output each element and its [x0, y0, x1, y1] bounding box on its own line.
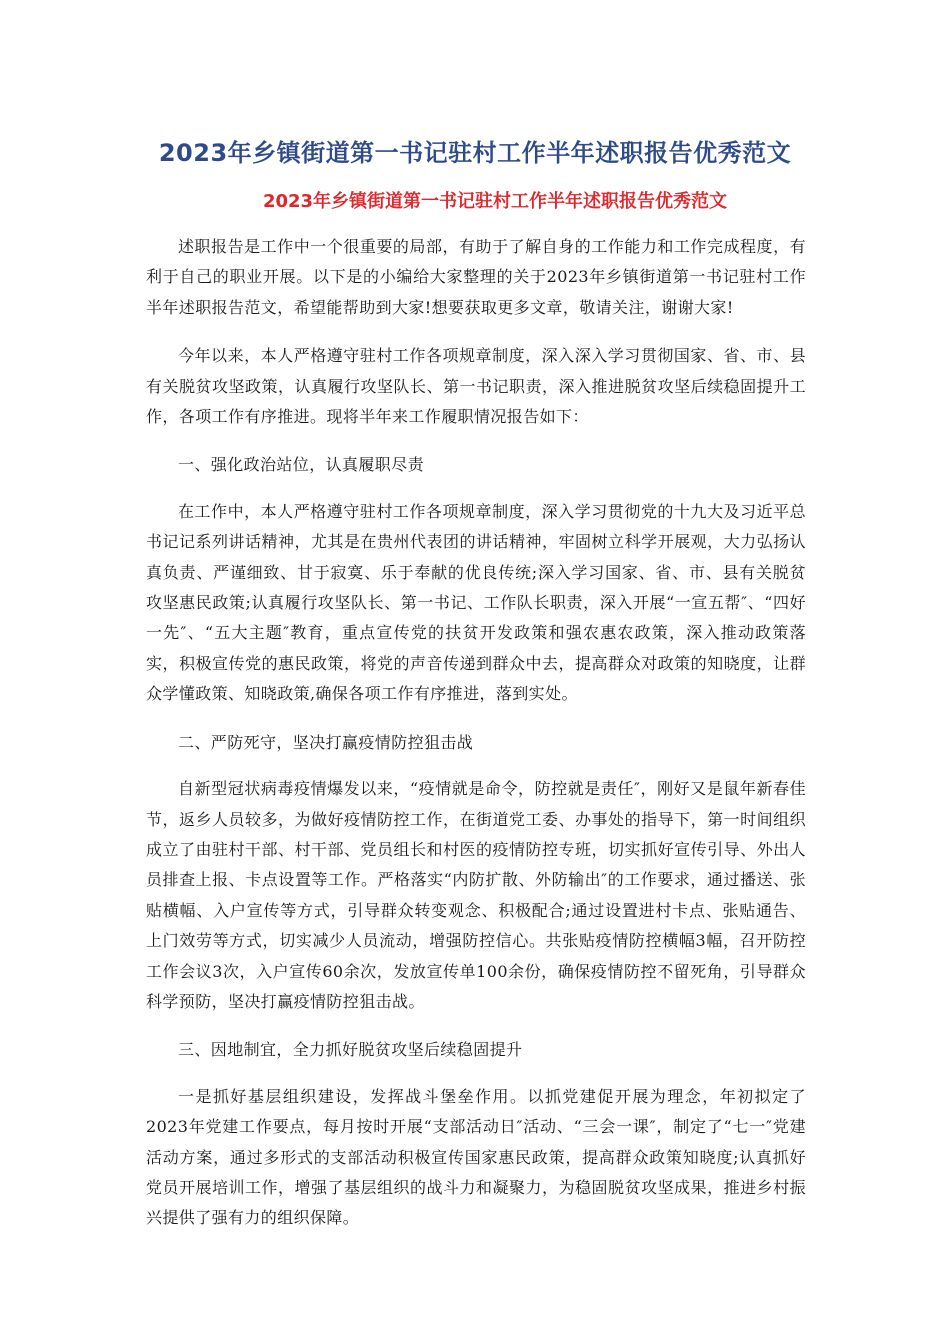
- section-heading-3: 三、因地制宜，全力抓好脱贫攻坚后续稳固提升: [178, 1040, 523, 1060]
- paragraph-overview: 今年以来，本人严格遵守驻村工作各项规章制度，深入深入学习贯彻国家、省、市、县有关脱贫攻坚政策，认真履行攻坚队长、第一书记职责，深入推进脱贫攻坚后续稳固提升工作，各项工作有序推进。现将半年来工作履职情况报告如下：: [146, 346, 806, 427]
- document-body: [146, 232, 806, 1252]
- document-title: 2023年乡镇街道第一书记驻村工作半年述职报告优秀范文: [158, 139, 792, 167]
- section-heading-2: 二、严防死守，坚决打赢疫情防控狙击战: [178, 732, 474, 752]
- paragraph-section-3: 一是抓好基层组织建设，发挥战斗堡垒作用。以抓党建促开展为理念，年初拟定了2023年党建工作要点，每月按时开展“支部活动日″活动、“三会一课″，制定了“七一″党建活动方案，通过多形式的支部活动积极宣传国家惠民政策，提高群众政策知晓度;认真抓好党员开展培训工作，增强了基层组织的战斗力和凝聚力，为稳固脱贫攻坚成果，推进乡村振兴提供了强有力的组织保障。: [146, 1086, 806, 1228]
- section-heading-1: 一、强化政治站位，认真履职尽责: [178, 455, 425, 475]
- paragraph-intro: 述职报告是工作中一个很重要的局部，有助于了解自身的工作能力和工作完成程度，有利于自己的职业开展。以下是的小编给大家整理的关于2023年乡镇街道第一书记驻村工作半年述职报告范文，希望能帮助到大家!想要获取更多文章，敬请关注，谢谢大家!: [146, 237, 806, 317]
- document-subtitle: 2023年乡镇街道第一书记驻村工作半年述职报告优秀范文: [262, 191, 728, 212]
- paragraph-section-2: 自新型冠状病毒疫情爆发以来，“疫情就是命令，防控就是责任″，刚好又是鼠年新春佳节，返乡人员较多，为做好疫情防控工作，在街道党工委、办事处的指导下，第一时间组织成立了由驻村干部、村干部、党员组长和村医的疫情防控专班，切实抓好宣传引导、外出人员排查上报、卡点设置等工作。严格落实“内防扩散、外防输出″的工作要求，通过播送、张贴横幅、入户宣传等方式，引导群众转变观念、积极配合;通过设置进村卡点、张贴通告、上门效劳等方式，切实减少人员流动，增强防控信心。共张贴疫情防控横幅3幅，召开防控工作会议3次，入户宣传60余次，发放宣传单100余份，确保疫情防控不留死角，引导群众科学预防，坚决打赢疫情防控狙击战。: [146, 779, 806, 1011]
- paragraph-section-1: 在工作中，本人严格遵守驻村工作各项规章制度，深入学习贯彻党的十九大及习近平总书记记系列讲话精神，尤其是在贵州代表团的讲话精神，牢固树立科学开展观，大力弘扬认真负责、严谨细致、甘于寂寞、乐于奉献的优良传统;深入学习国家、省、市、县有关脱贫攻坚惠民政策;认真履行攻坚队长、第一书记、工作队长职责，深入开展“一宣五帮″、“四好一先″、“五大主题″教育，重点宣传党的扶贫开发政策和强农惠农政策，深入推动政策落实，积极宣传党的惠民政策，将党的声音传递到群众中去，提高群众对政策的知晓度，让群众学懂政策、知晓政策,确保各项工作有序推进，落到实处。: [146, 501, 806, 704]
